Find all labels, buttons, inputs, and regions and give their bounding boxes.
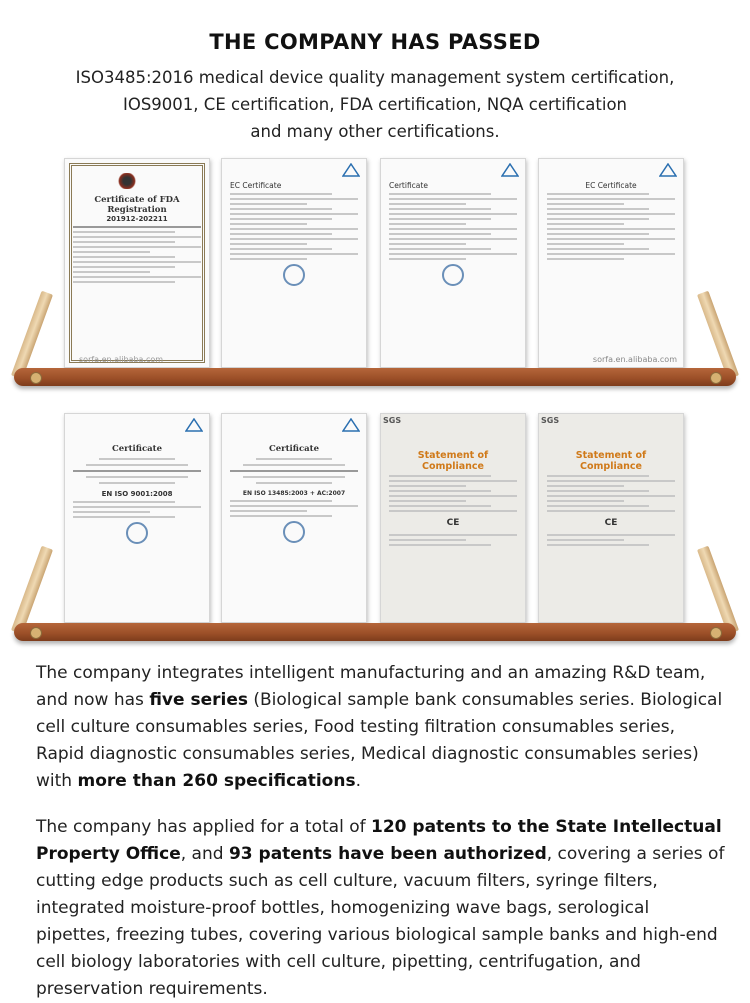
paragraph-text: , covering a series of cutting edge products such as cell culture, vacuum filters, syringe filters, integrated moisture-proof bottles, homogenizing wave bags, serological pipettes, freezing tubes, covering various biological sample banks and high-end cell biology laboratories with cell culture, pipetting, centrifugation, and preservation requirements.	[36, 844, 725, 999]
sgs-statement-of-compliance	[538, 413, 684, 623]
certificate-title: EC Certificate	[230, 181, 282, 190]
certificate-title: Certificate	[268, 444, 319, 454]
highlight-text: five series	[149, 690, 248, 710]
certificate-title: Statement of Compliance	[575, 450, 647, 472]
certificate-title: Certificate	[111, 444, 162, 454]
shelf-strap	[697, 291, 739, 380]
emblem-icon	[117, 173, 137, 189]
iso13485-certificate	[221, 413, 367, 623]
certificate-title: Certificate	[389, 181, 428, 190]
ec-certificate	[538, 158, 684, 368]
subtitle-line: and many other certifications.	[250, 122, 500, 141]
wooden-shelf	[14, 623, 736, 641]
highlight-text: 120 patents to the State Intellectual Property Office	[36, 817, 722, 864]
stamp-icon	[442, 264, 464, 286]
certificate-title: Certificate of FDA Registration	[94, 195, 180, 215]
sgs-logo: SGS	[541, 416, 560, 425]
subtitle-line: IOS9001, CE certification, FDA certification, NQA certification	[122, 95, 627, 114]
product-series-paragraph	[36, 660, 726, 795]
tuv-logo-icon	[185, 418, 203, 432]
stamp-icon	[283, 264, 305, 286]
sgs-logo: SGS	[383, 416, 402, 425]
shelf-knob	[30, 372, 42, 384]
shelf-strap	[11, 546, 53, 635]
shelf-strap	[697, 546, 739, 635]
quality-certificate	[380, 158, 526, 368]
fda-registration-certificate	[64, 158, 210, 368]
highlight-text: more than 260 specifications	[77, 771, 356, 791]
paragraph-text: .	[355, 771, 361, 791]
ec-certificate	[221, 158, 367, 368]
ce-mark: CE	[446, 518, 460, 528]
ce-mark: CE	[604, 518, 618, 528]
stamp-icon	[126, 522, 148, 544]
certificate-title: EC Certificate	[585, 181, 637, 190]
sgs-statement-of-compliance	[380, 413, 526, 623]
certificate-shelf-1	[0, 150, 750, 390]
page-subtitle	[40, 64, 710, 145]
shelf-knob	[30, 627, 42, 639]
tuv-logo-icon	[659, 163, 677, 177]
shelf-knob	[710, 372, 722, 384]
page-title: THE COMPANY HAS PASSED	[209, 30, 541, 54]
tuv-logo-icon	[501, 163, 519, 177]
paragraph-text: The company integrates intelligent manufacturing and an amazing R&D team, and now has	[36, 663, 706, 710]
shelf-knob	[710, 627, 722, 639]
paragraph-text: , and	[180, 844, 229, 864]
wooden-shelf	[14, 368, 736, 386]
paragraph-text: (Biological sample bank consumables series. Biological cell culture consumables series, Food testing filtration consumables series, Rapid diagnostic consumables series, Medical diagnostic consumables series) with	[36, 690, 723, 791]
watermark: sorfa.en.alibaba.com	[79, 355, 164, 364]
certificate-shelf-2	[0, 405, 750, 645]
tuv-logo-icon	[342, 418, 360, 432]
certificate-title: Statement of Compliance	[417, 450, 489, 472]
certificate-standard: EN ISO 13485:2003 + AC:2007	[242, 490, 346, 497]
highlight-text: 93 patents have been authorized	[228, 844, 547, 864]
paragraph-text: The company has applied for a total of	[36, 817, 371, 837]
watermark: sorfa.en.alibaba.com	[592, 355, 677, 364]
shelf-strap	[11, 291, 53, 380]
stamp-icon	[283, 521, 305, 543]
tuv-logo-icon	[342, 163, 360, 177]
patents-paragraph	[36, 814, 726, 1003]
registration-number: 201912-202211	[106, 215, 168, 223]
subtitle-line: ISO3485:2016 medical device quality management system certification,	[75, 68, 675, 87]
certificate-standard: EN ISO 9001:2008	[101, 490, 173, 498]
iso9001-certificate	[64, 413, 210, 623]
